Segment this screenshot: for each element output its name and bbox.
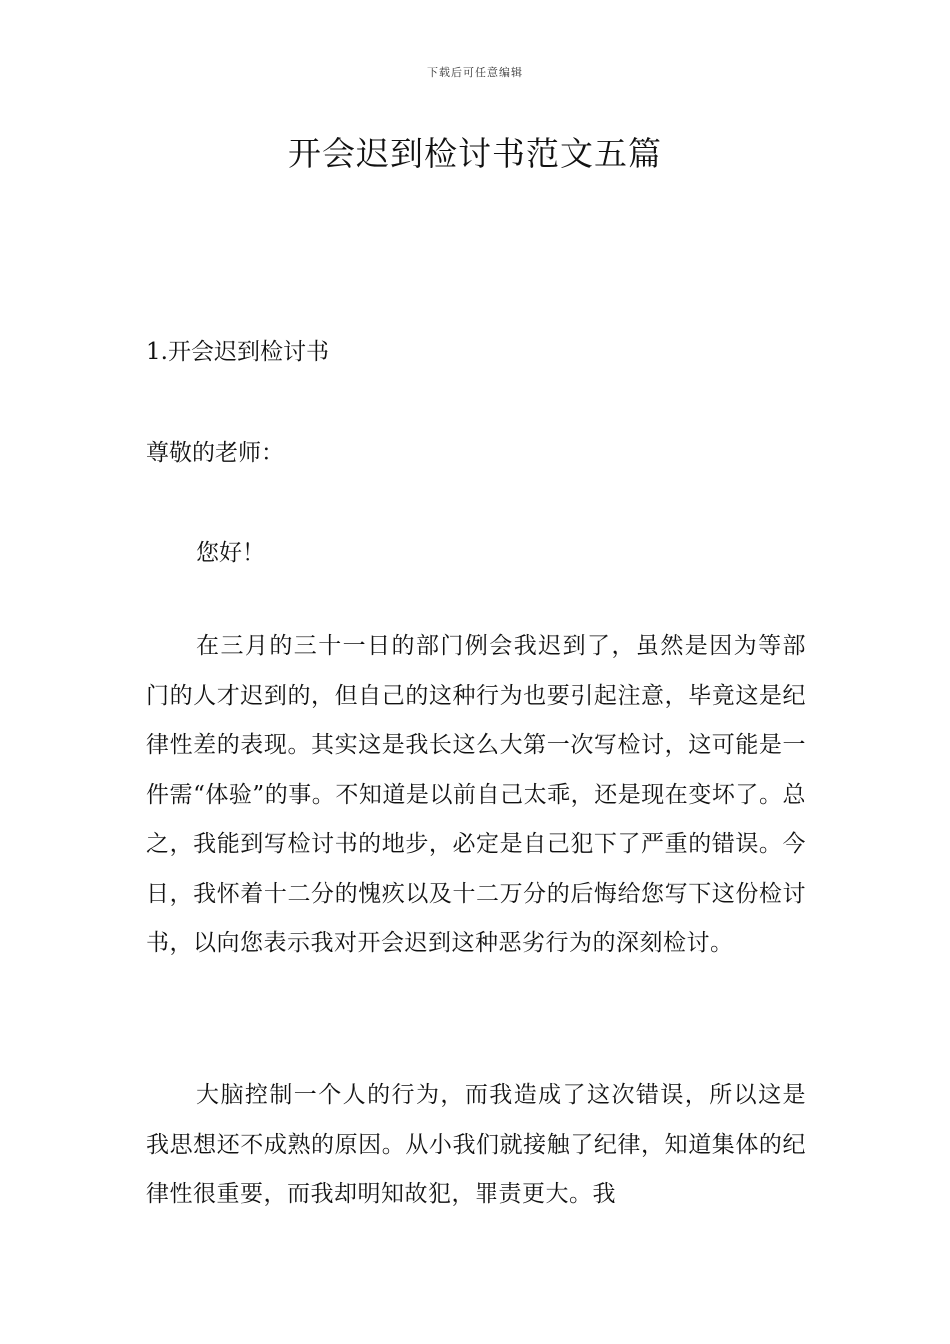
document-title: 开会迟到检讨书范文五篇 <box>288 134 662 173</box>
greeting: 您好！ <box>196 540 265 566</box>
salutation: 尊敬的老师： <box>146 440 284 466</box>
section-heading: 1.开会迟到检讨书 <box>146 339 329 365</box>
header-note: 下载后可任意编辑 <box>427 66 523 79</box>
body-paragraph: 在三月的三十一日的部门例会我迟到了，虽然是因为等部门的人才迟到的，但自己的这种行为也要引起注意，毕竟这是纪律性差的表现。其实这是我长这么大第一次写检讨，这可能是一件需“体验”的事。不知道是以前自己太乖，还是现在变坏了。总之，我能到写检讨书的地步，必定是自己犯下了严重的错误。今日，我怀着十二分的愧疚以及十二万分的后悔给您写下这份检讨书，以向您表示我对开会迟到这种恶劣行为的深刻检讨。 <box>146 633 806 956</box>
body-paragraph: 大脑控制一个人的行为，而我造成了这次错误，所以这是我思想还不成熟的原因。从小我们就接触了纪律，知道集体的纪律性很重要，而我却明知故犯，罪责更大。我 <box>146 1082 806 1207</box>
